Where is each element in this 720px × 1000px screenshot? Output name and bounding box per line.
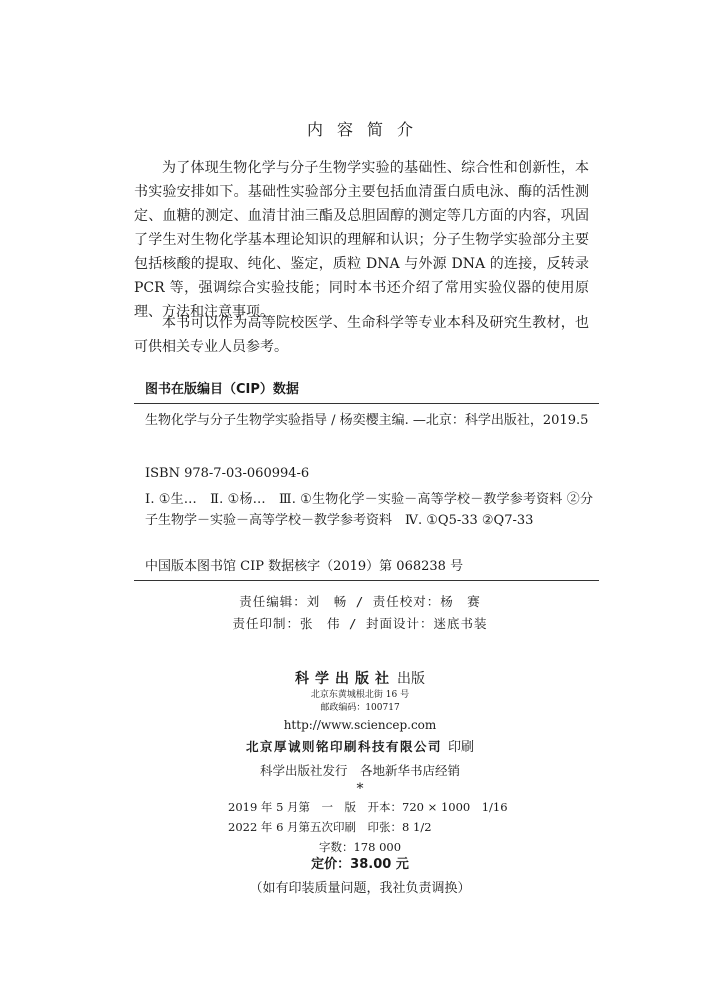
publisher-website: http://www.sciencep.com [283, 718, 437, 732]
publisher-address: 北京东黄城根北街 16 号 [310, 690, 410, 700]
credits-editors: 责任编辑：刘 畅 / 责任校对：杨 赛 [239, 594, 481, 609]
price: 定价：38.00 元 [311, 857, 409, 872]
introduction-paragraph-1 [134, 156, 589, 324]
introduction-paragraph-2 [134, 311, 589, 359]
cip-title: 图书在版编目（CIP）数据 [145, 382, 299, 397]
edition-line-1: 2019 年 5 月第 一 版 开本：720 × 1000 1/16 [228, 800, 508, 814]
separator-asterisk: * [356, 781, 364, 797]
cip-top-rule [134, 403, 599, 404]
cip-bottom-rule [134, 580, 599, 581]
cip-library-note: 中国版本图书馆 CIP 数据核字（2019）第 068238 号 [145, 559, 464, 574]
introduction-text-2: 本书可以作为高等院校医学、生命科学等专业本科及研究生教材，也可供相关专业人员参考。 [134, 315, 589, 355]
printer-suffix: 印刷 [448, 740, 475, 755]
publisher-line [0, 670, 720, 688]
word-count: 字数：178 000 [318, 840, 402, 854]
page-title: 内容简介 [306, 120, 427, 139]
distribution-line: 科学出版社发行 各地新华书店经销 [259, 763, 460, 778]
edition-line-2: 2022 年 6 月第五次印刷 印张：8 1/2 [228, 820, 432, 834]
printer-name: 北京厚诚则铭印刷科技有限公司 [245, 739, 442, 754]
introduction-text-1: 为了体现生物化学与分子生物学实验的基础性、综合性和创新性，本书实验安排如下。基础性实验部分主要包括血清蛋白质电泳、酶的活性测定、血糖的测定、血清甘油三酯及总胆固醇的测定等几方面的内容，巩固了学生对生物化学基本理论知识的理解和认识；分子生物学实验部分主要包括核酸的提取、纯化、鉴定，质粒 DNA 与外源 DNA 的连接，反转录 PCR 等，强调综合实验技能；同时本书还介绍了常用实验仪器的使用原理、方法和注意事项。 [134, 160, 589, 320]
cip-classification: Ⅰ. ①生… Ⅱ. ①杨… Ⅲ. ①生物化学－实验－高等学校－教学参考资料 ②分子生物学－实验－高等学校－教学参考资料 Ⅳ. ①Q5-33 ②Q7-33 [145, 492, 593, 528]
publisher-suffix: 出版 [397, 671, 425, 687]
publisher-logo: 科学出版社 [295, 671, 395, 687]
quality-note: （如有印装质量问题，我社负责调换） [249, 881, 471, 896]
credits-production: 责任印制：张 伟 / 封面设计：迷底书装 [232, 616, 488, 631]
cip-book-line: 生物化学与分子生物学实验指导 / 杨奕樱主编. —北京：科学出版社，2019.5 [145, 413, 589, 428]
printer-line [0, 738, 720, 757]
postal-code: 邮政编码：100717 [320, 703, 400, 713]
cip-isbn: ISBN 978-7-03-060994-6 [145, 466, 310, 481]
